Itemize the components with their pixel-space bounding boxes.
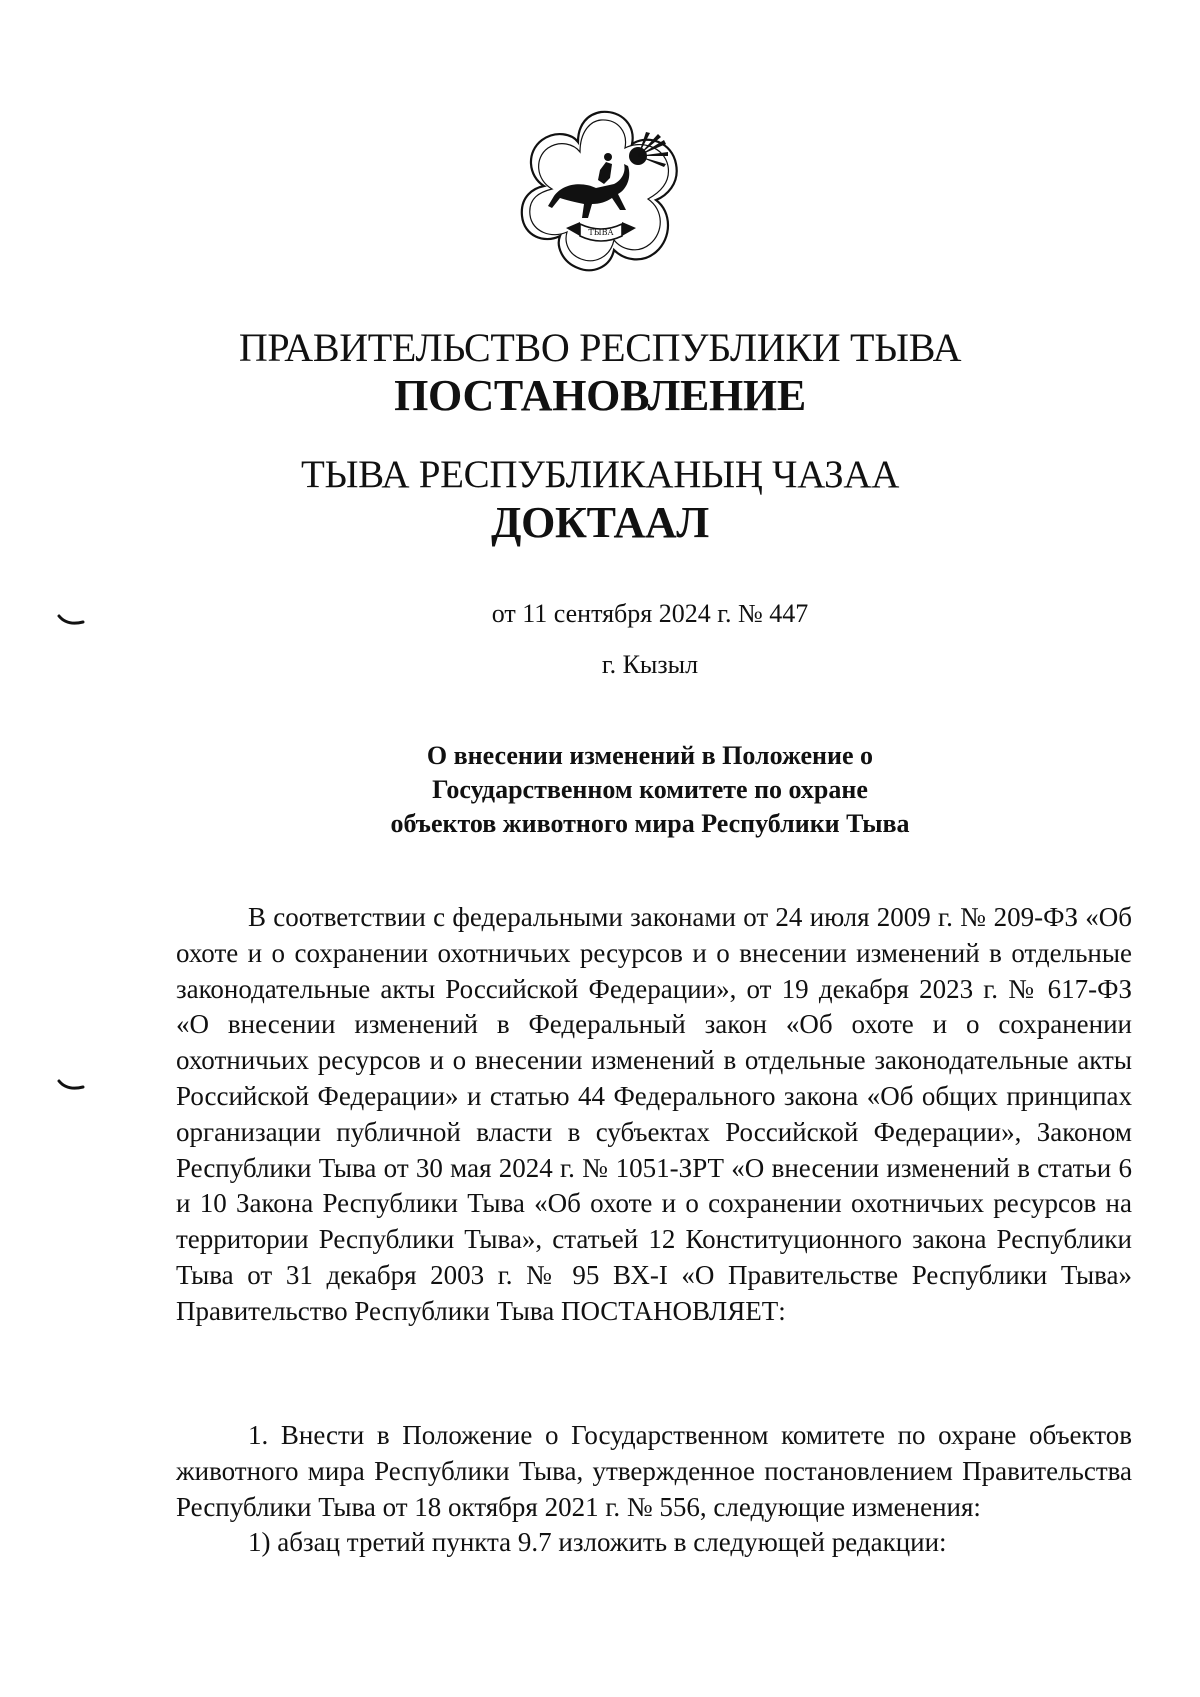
subject-line: О внесении изменений в Положение о [426, 741, 874, 770]
body-items [176, 1418, 1132, 1561]
government-title-tv: ТЫВА РЕСПУБЛИКАНЫҢ ЧАЗАА [300, 453, 900, 496]
margin-tick-mark [57, 1079, 85, 1093]
subitem-paragraph: 1) абзац третий пункта 9.7 изложить в следующей редакции: [248, 1527, 947, 1558]
item-paragraph: 1. Внести в Положение о Государственном комитете по охране объектов животного мира Республики Тыва, утвержденное постановлением Правительства Республики Тыва от 18 октября 2021 г. № 556, следующие изменения: [176, 1420, 1132, 1522]
subject-line: Государственном комитете по охране [432, 775, 868, 804]
body-preamble [176, 900, 1132, 1330]
act-date-number: от 11 сентября 2024 г. № 447 [491, 599, 809, 628]
preamble-paragraph: В соответствии с федеральными законами от 24 июля 2009 г. № 209-ФЗ «Об охоте и о сохранении охотничьих ресурсов и о внесении изменений в отдельные законодательные акты Российской Федерации», от 19 декабря 2023 г. № 617-ФЗ «О внесении изменений в Федеральный закон «Об охоте и о сохранении охотничьих ресурсов и о внесении изменений в отдельные законодательные акты Российской Федерации» и статью 44 Федерального закона «Об общих принципах организации публичной власти в субъектах Российской Федерации», Законом Республики Тыва от 30 мая 2024 г. № 1051-ЗРТ «О внесении изменений в статьи 6 и 10 Закона Республики Тыва «Об охоте и о сохранении охотничьих ресурсов на территории Республики Тыва», статьей 12 Конституционного закона Республики Тыва от 31 декабря 2003 г. № 95 ВХ-I «О Правительстве Республики Тыва» Правительство Республики Тыва ПОСТАНОВЛЯЕТ: [176, 902, 1132, 1326]
government-title-ru: ПРАВИТЕЛЬСТВО РЕСПУБЛИКИ ТЫВА [238, 325, 962, 370]
coat-of-arms-emblem [514, 104, 688, 278]
subject-line: объектов животного мира Республики Тыва [390, 809, 910, 838]
act-type-tv: ДОКТААЛ [491, 498, 709, 547]
act-type-ru: ПОСТАНОВЛЕНИЕ [394, 371, 806, 420]
act-place: г. Кызыл [601, 650, 699, 679]
svg-text:ТЫВА: ТЫВА [588, 228, 614, 237]
margin-tick-mark [57, 614, 85, 628]
act-subject [0, 739, 1200, 841]
